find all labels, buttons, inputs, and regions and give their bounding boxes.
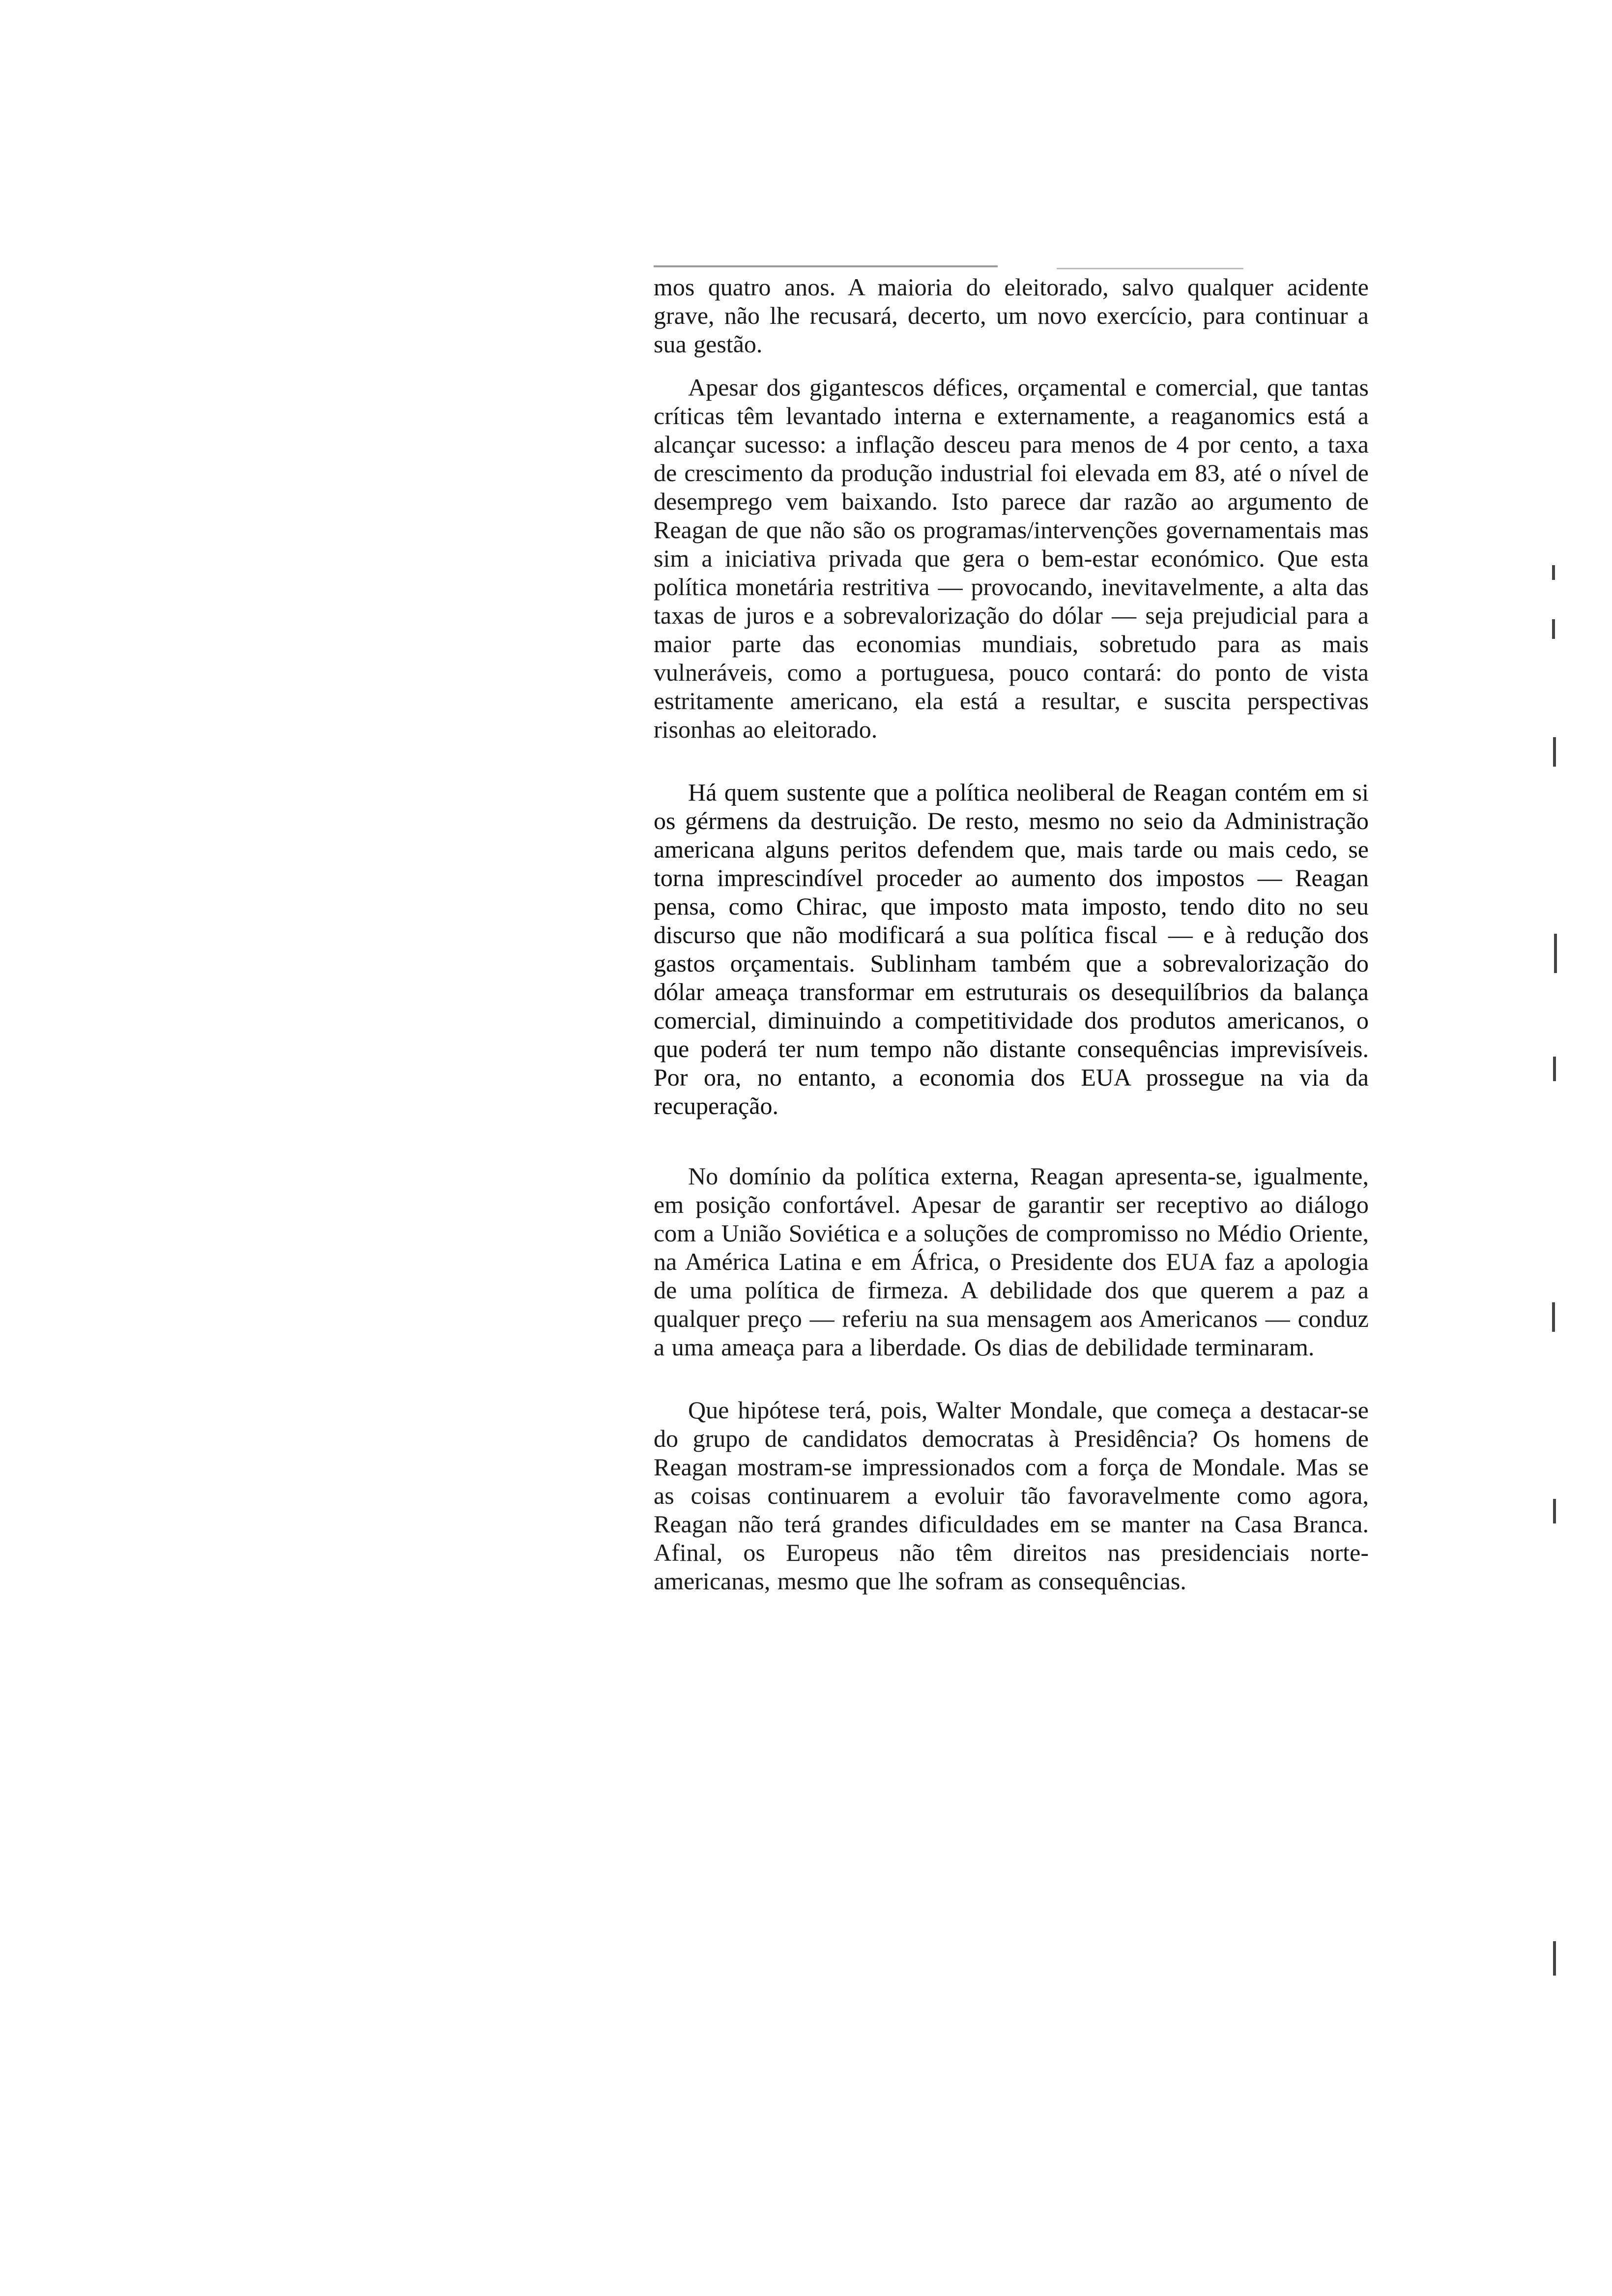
- article-paragraph-3: Há quem sustente que a política neoliberal de Reagan contém em si os gérmens da destruição. De resto, mesmo no seio da Administração americana alguns peritos defendem que, mais tarde ou mais cedo, se torna imprescindível proceder ao aumento dos impostos — Reagan pensa, como Chirac, que imposto mata imposto, tendo dito no seu discurso que não modificará a sua política fiscal — e à redução dos gastos orçamentais. Sublinham também que a sobrevalorização do dólar ameaça transformar em estruturais os desequilíbrios da balança comercial, diminuindo a competitividade dos produtos americanos, o que poderá ter num tempo não distante consequências imprevisíveis. Por ora, no entanto, a economia dos EUA prossegue na via da recuperação.: [654, 778, 1369, 1119]
- scan-edge-mark: [1553, 1057, 1556, 1081]
- article-column: [654, 273, 1369, 1595]
- article-paragraph-2: Apesar dos gigantescos défices, orçamental e comercial, que tantas críticas têm levantado interna e externamente, a reaganomics está a alcançar sucesso: a inflação desceu para menos de 4 por cento, a taxa de crescimento da produção industrial foi elevada em 83, até o nível de desemprego vem baixando. Isto parece dar razão ao argumento de Reagan de que não são os programas/intervenções governamentais mas sim a iniciativa privada que gera o bem-estar económico. Que esta política monetária restritiva — provocando, inevitavelmente, a alta das taxas de juros e a sobrevalorização do dólar — seja prejudicial para a maior parte das economias mundiais, sobretudo para as mais vulneráveis, como a portuguesa, pouco contará: do ponto de vista estritamente americano, ela está a resultar, e suscita perspectivas risonhas ao eleitorado.: [654, 373, 1369, 743]
- scan-edge-mark: [1552, 1302, 1555, 1332]
- scan-edge-mark: [1553, 1499, 1556, 1523]
- scan-noise-top: [654, 265, 998, 267]
- article-paragraph-1: mos quatro anos. A maioria do eleitorado, salvo qualquer acidente grave, não lhe recusará, decerto, um novo exercício, para continuar a sua gestão.: [654, 273, 1369, 358]
- scan-noise-top-2: [1057, 268, 1243, 269]
- scan-edge-mark: [1554, 934, 1557, 973]
- scan-edge-mark: [1552, 619, 1555, 639]
- article-paragraph-5: Que hipótese terá, pois, Walter Mondale, que começa a destacar-se do grupo de candidatos democratas à Presidência? Os homens de Reagan mostram-se impressionados com a força de Mondale. Mas se as coisas continuarem a evoluir tão favoravelmente como agora, Reagan não terá grandes dificuldades em se manter na Casa Branca. Afinal, os Europeus não têm direitos nas presidenciais norte-americanas, mesmo que lhe sofram as consequências.: [654, 1396, 1369, 1595]
- scan-edge-mark: [1553, 737, 1556, 767]
- article-paragraph-4: No domínio da política externa, Reagan apresenta-se, igualmente, em posição confortável. Apesar de garantir ser receptivo ao diálogo com a União Soviética e a soluções de compromisso no Médio Oriente, na América Latina e em África, o Presidente dos EUA faz a apologia de uma política de firmeza. A debilidade dos que querem a paz a qualquer preço — referiu na sua mensagem aos Americanos — conduz a uma ameaça para a liberdade. Os dias de debilidade terminaram.: [654, 1162, 1369, 1361]
- scan-edge-mark: [1553, 1941, 1556, 1976]
- scan-edge-mark: [1552, 565, 1555, 580]
